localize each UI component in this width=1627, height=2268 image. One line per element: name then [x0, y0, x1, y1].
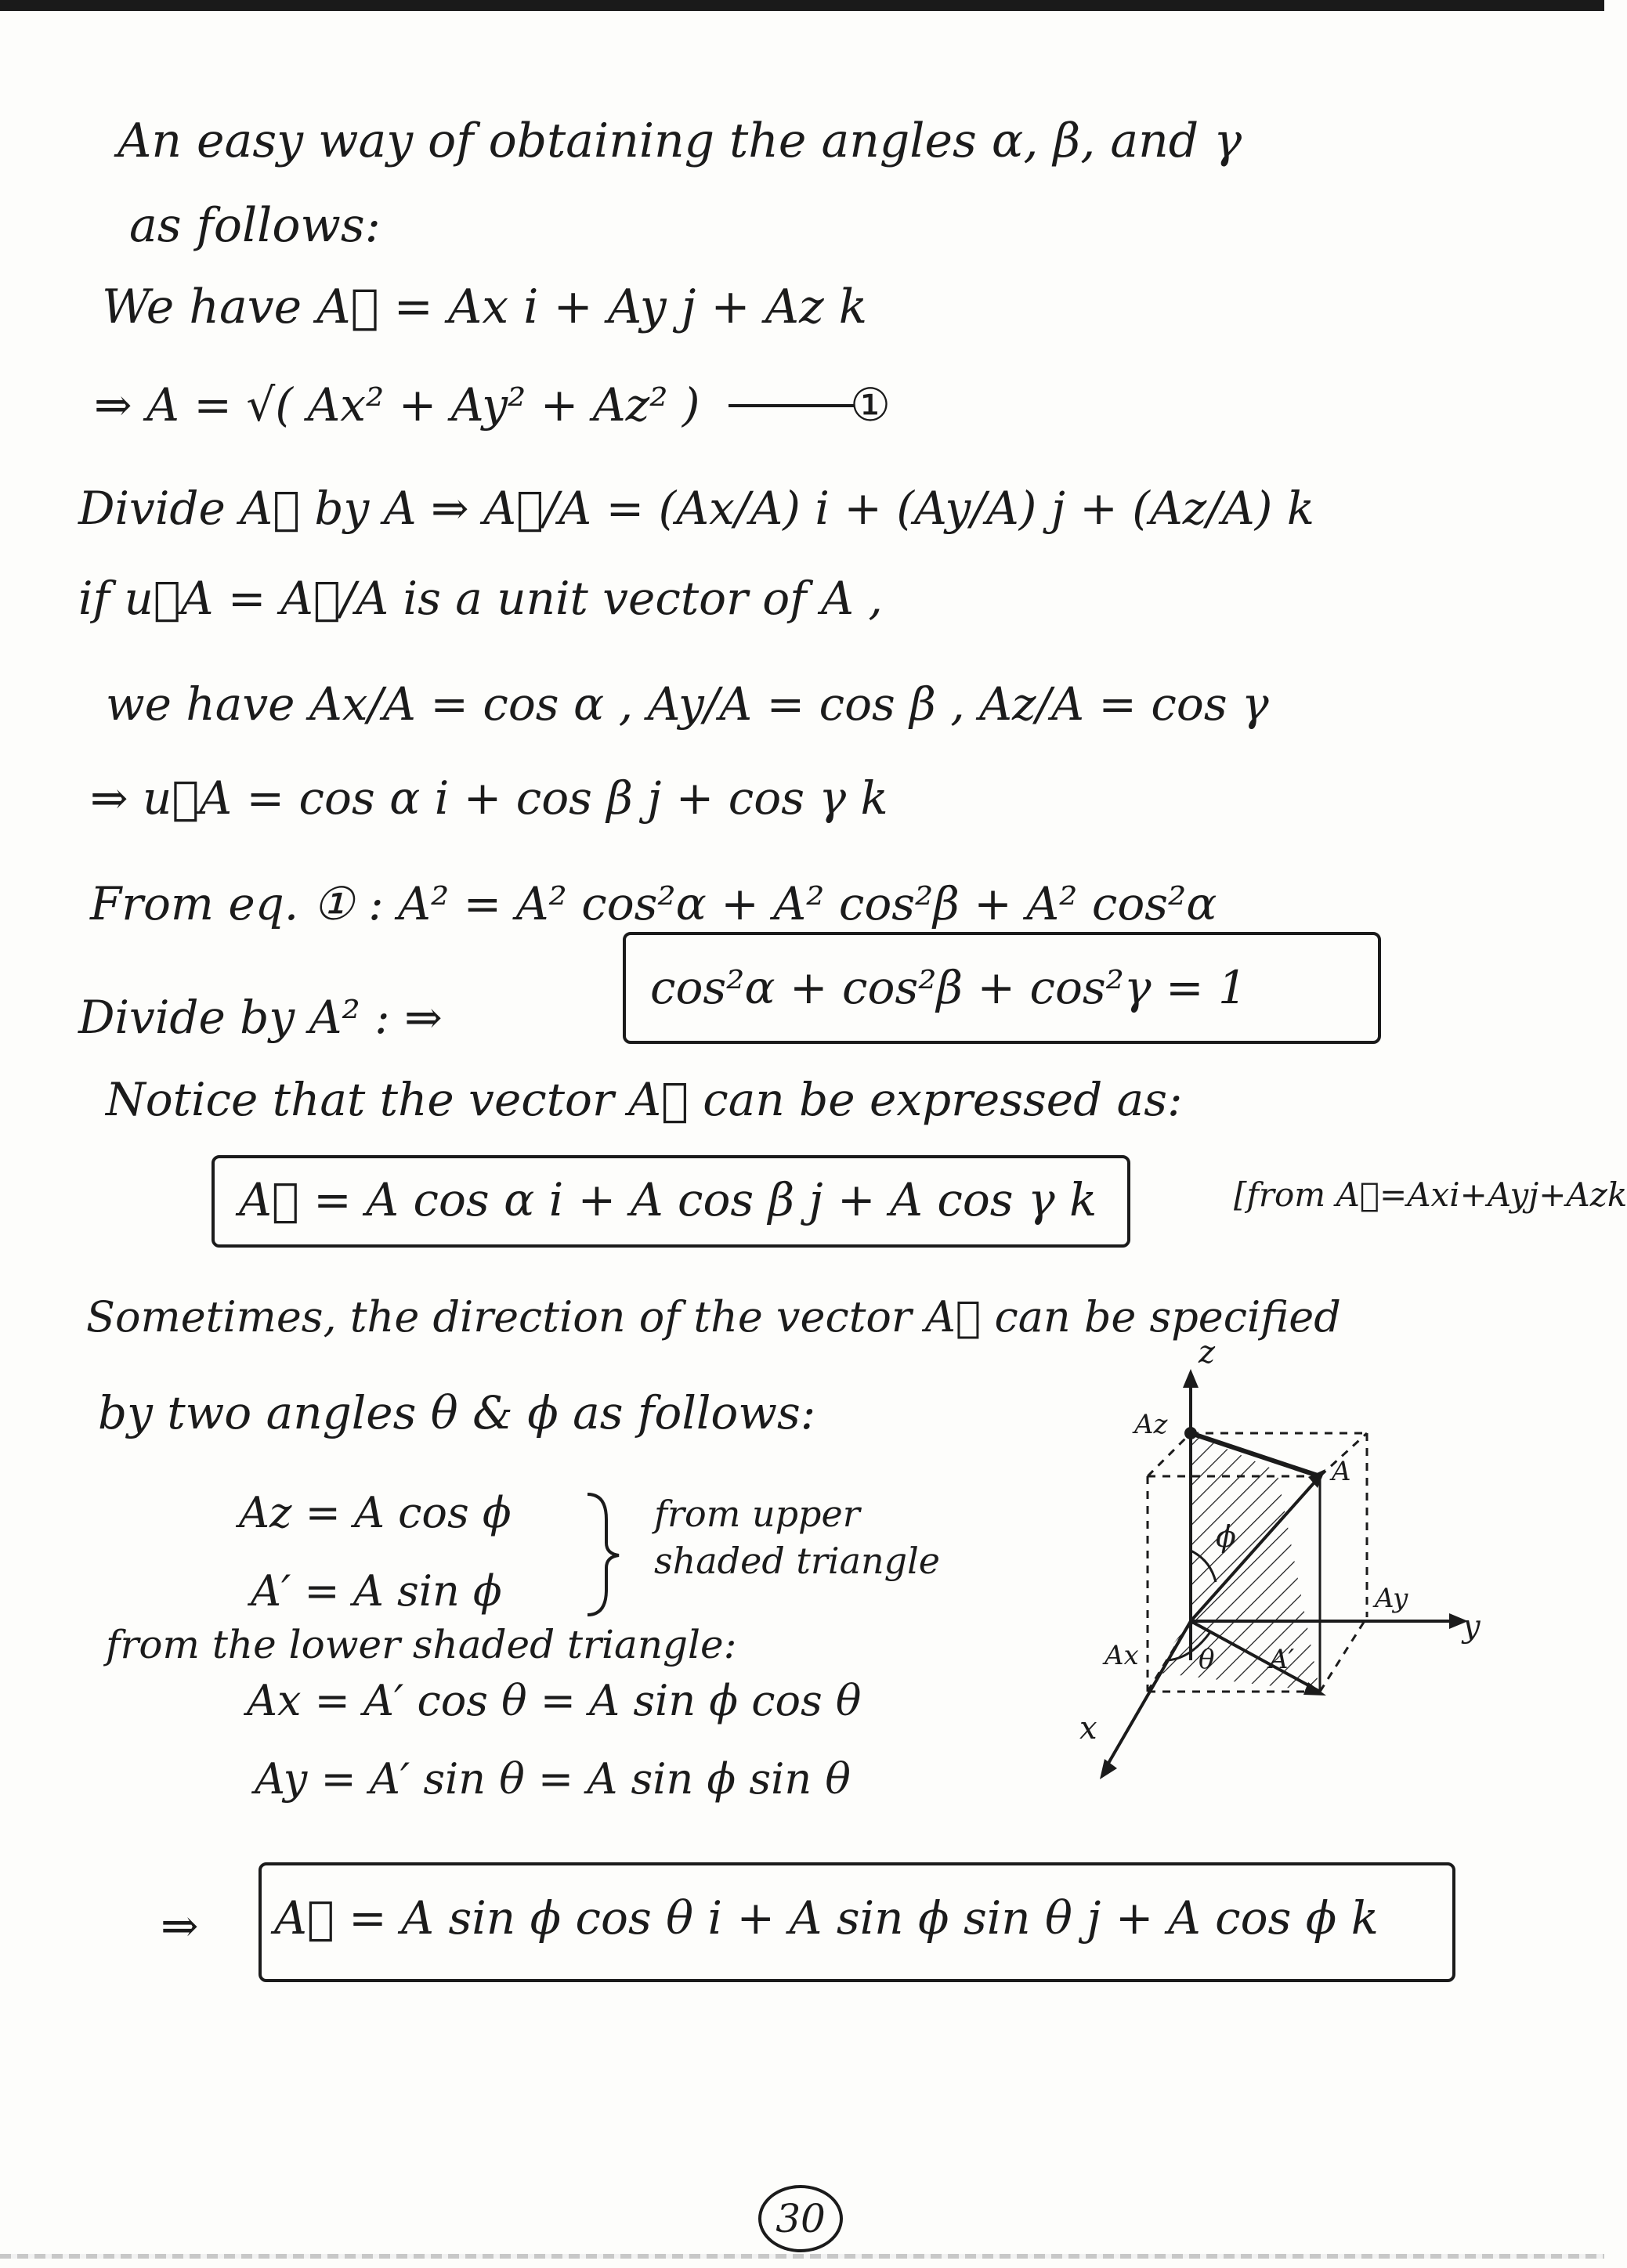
from-note: [from A⃗=Axi+Ayj+Azk — [1234, 1176, 1627, 1214]
aprime-equation: A′ = A sin ϕ — [251, 1566, 502, 1616]
a-prime-label: A′ — [1269, 1644, 1295, 1675]
divide-equation: Divide A⃗ by A ⇒ A⃗/A = (Ax/A) i + (Ay/A) j + (Az/A) k — [78, 482, 1314, 535]
intro-line-2: as follows: — [129, 198, 381, 253]
ax-label: Ax — [1105, 1640, 1139, 1671]
top-rule — [0, 0, 1604, 11]
az-point — [1184, 1427, 1197, 1439]
unit-vector-result: ⇒ u⃗A = cos α i + cos β j + cos γ k — [90, 771, 888, 825]
vector-definition: We have A⃗ = Ax i + Ay j + Az k — [102, 280, 868, 334]
from-equation-1: From eq. ① : A² = A² cos²α + A² cos²β + A² cos²α — [90, 877, 1217, 930]
vector-expression: A⃗ = A cos α i + A cos β j + A cos γ k — [239, 1173, 1097, 1226]
cosine-identity: cos²α + cos²β + cos²γ = 1 — [650, 961, 1247, 1014]
notice-line: Notice that the vector A⃗ can be expressed as: — [106, 1073, 1183, 1126]
ay-equation: Ay = A′ sin θ = A sin ϕ sin θ — [255, 1754, 851, 1804]
brace-icon — [580, 1488, 627, 1621]
ay-label: Ay — [1375, 1583, 1408, 1614]
z-axis-label: z — [1199, 1334, 1216, 1371]
upper-triangle-note-2: shaded triangle — [654, 1540, 941, 1582]
final-arrow: ⇒ — [161, 1899, 199, 1952]
coordinate-figure — [1042, 1334, 1481, 1793]
a-label: A — [1332, 1456, 1351, 1487]
x-axis-label: x — [1079, 1710, 1097, 1746]
z-axis-arrow-icon — [1183, 1369, 1199, 1388]
x-axis-arrow-icon — [1100, 1759, 1117, 1779]
phi-label: ϕ — [1216, 1519, 1236, 1554]
bottom-rule — [0, 2254, 1604, 2259]
ax-equation: Ax = A′ cos θ = A sin ϕ cos θ — [247, 1676, 862, 1725]
page-number-text: 30 — [776, 2196, 826, 2241]
final-expression: A⃗ = A sin ϕ cos θ i + A sin ϕ sin θ j + A cos ϕ k — [274, 1891, 1379, 1945]
page-number — [758, 2185, 843, 2252]
two-angles-line: by two angles θ & ϕ as follows: — [98, 1386, 816, 1439]
direction-cosines: we have Ax/A = cos α , Ay/A = cos β , Az/A = cos γ — [106, 677, 1269, 731]
theta-label: θ — [1199, 1644, 1215, 1675]
az-equation: Az = A cos ϕ — [239, 1488, 512, 1537]
y-axis-label: y — [1462, 1609, 1481, 1645]
divide-by-a-squared: Divide by A² : ⇒ — [78, 991, 443, 1044]
intro-line-1: An easy way of obtaining the angles α, β, and γ — [118, 114, 1242, 168]
magnitude-equation: ⇒ A = √( Ax² + Ay² + Az² ) — [94, 378, 700, 432]
sometimes-line: Sometimes, the direction of the vector A⃗ can be specified — [86, 1292, 1341, 1342]
upper-triangle-note-1: from upper — [654, 1493, 860, 1535]
unit-vector-definition: if u⃗A = A⃗/A is a unit vector of A , — [78, 572, 883, 625]
equation-ref-1: ① — [850, 378, 891, 432]
az-label: Az — [1134, 1409, 1168, 1440]
lower-triangle-line: from the lower shaded triangle: — [106, 1622, 737, 1667]
